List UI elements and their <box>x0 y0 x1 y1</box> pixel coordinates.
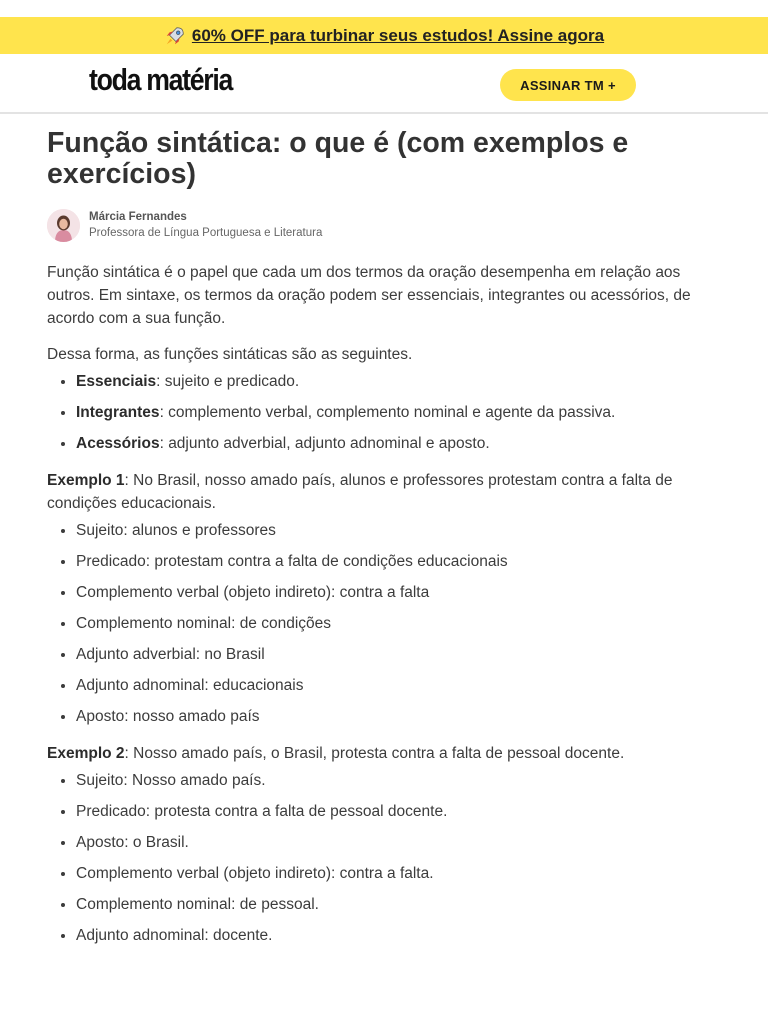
list-item: • Essenciais: sujeito e predicado. <box>76 366 717 397</box>
list-item: • Sujeito: alunos e professores <box>76 515 717 546</box>
lead-paragraph: Dessa forma, as funções sintáticas são as seguintes. <box>47 346 413 363</box>
author-photo <box>47 209 80 242</box>
promo-text[interactable]: 60% OFF para turbinar seus estudos! Assine agora <box>191 25 605 45</box>
subscribe-button[interactable]: ASSINAR TM + <box>500 69 636 101</box>
example-1-paragraph: Exemplo 1: No Brasil, nosso amado país, alunos e professores protestam contra a falta de condições educacionais. <box>47 472 673 512</box>
list-item: • Adjunto adnominal: docente. <box>76 920 717 951</box>
functions-list <box>47 366 717 459</box>
promo-banner <box>0 17 768 54</box>
author-name[interactable]: Márcia Fernandes <box>89 211 187 223</box>
list-item: • Sujeito: Nosso amado país. <box>76 765 717 796</box>
list-item: • Aposto: nosso amado país <box>76 701 717 732</box>
rocket-icon <box>164 25 186 47</box>
author-block <box>47 208 717 242</box>
list-item: • Adjunto adnominal: educacionais <box>76 670 717 701</box>
list-item: • Complemento verbal (objeto indireto): contra a falta <box>76 577 717 608</box>
example-1-list <box>47 515 717 732</box>
list-item: • Complemento nominal: de condições <box>76 608 717 639</box>
promo-link[interactable] <box>164 25 604 47</box>
list-item: • Predicado: protesta contra a falta de pessoal docente. <box>76 796 717 827</box>
site-logo[interactable]: toda matéria <box>89 62 233 97</box>
example-2-list <box>47 765 717 951</box>
list-item: • Integrantes: complemento verbal, complemento nominal e agente da passiva. <box>76 397 717 428</box>
site-header <box>0 54 768 114</box>
list-item: • Complemento verbal (objeto indireto): contra a falta. <box>76 858 717 889</box>
page-title: Função sintática: o que é (com exemplos e exercícios) <box>47 127 629 190</box>
list-item: • Aposto: o Brasil. <box>76 827 717 858</box>
article <box>47 128 717 951</box>
example-2-paragraph: Exemplo 2: Nosso amado país, o Brasil, protesta contra a falta de pessoal docente. <box>47 745 625 762</box>
author-role: Professora de Língua Portuguesa e Literatura <box>89 227 323 239</box>
intro-paragraph: Função sintática é o papel que cada um dos termos da oração desempenha em relação aos outros. Em sintaxe, os termos da oração podem ser essenciais, integrantes ou acessórios, de acordo com a sua função. <box>47 264 691 327</box>
list-item: • Complemento nominal: de pessoal. <box>76 889 717 920</box>
list-item: • Adjunto adverbial: no Brasil <box>76 639 717 670</box>
list-item: • Predicado: protestam contra a falta de condições educacionais <box>76 546 717 577</box>
list-item: • Acessórios: adjunto adverbial, adjunto adnominal e aposto. <box>76 428 717 459</box>
avatar[interactable] <box>47 209 80 242</box>
